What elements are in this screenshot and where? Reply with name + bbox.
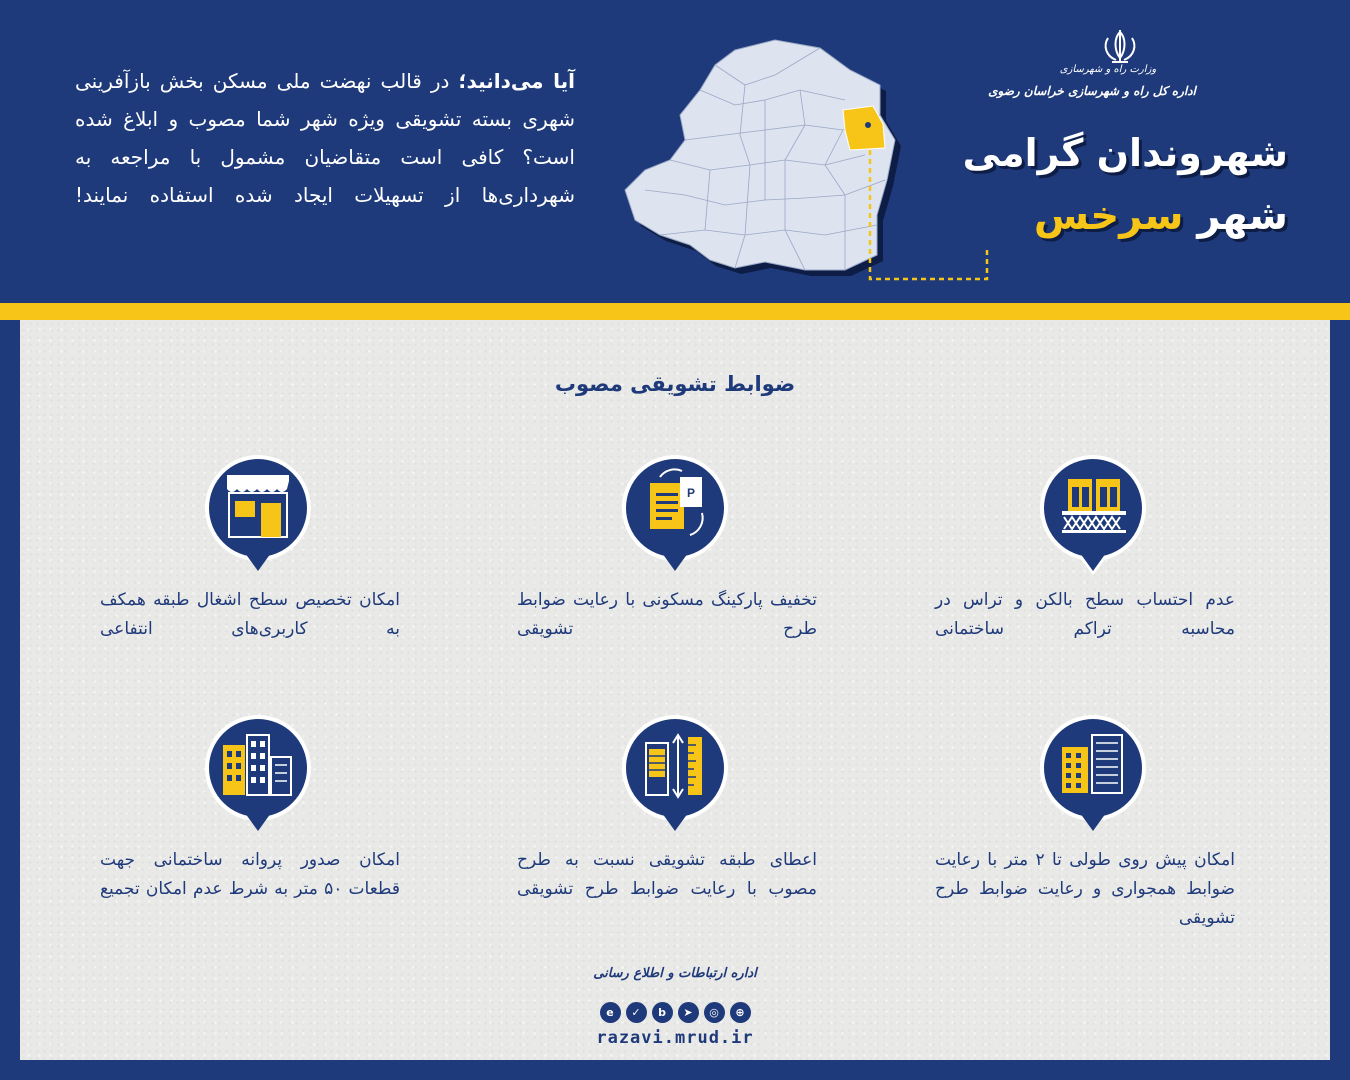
check-icon[interactable]: ✓	[626, 1002, 647, 1023]
city-buildings-icon	[203, 713, 313, 837]
feature-text-storefront: امکان تخصیص سطح اشغال طبقه همکف به کاربری‌های انتفاعی	[100, 590, 400, 639]
balcony-icon	[1038, 453, 1148, 577]
divider-band	[0, 303, 1350, 320]
parking-document-icon	[620, 453, 730, 577]
section-title: ضوابط تشویقی مصوب	[554, 372, 796, 396]
ministry-name: وزارت راه و شهرسازی	[1059, 64, 1157, 75]
instagram-icon[interactable]: ◎	[704, 1002, 725, 1023]
city-name: سرخس	[1033, 193, 1184, 239]
storefront-icon	[203, 453, 313, 577]
intro-paragraph	[75, 62, 575, 214]
eitaa-icon[interactable]: e	[600, 1002, 621, 1023]
building-projection-icon	[1038, 713, 1148, 837]
bale-icon[interactable]: b	[652, 1002, 673, 1023]
intro-highlight: آیا می‌دانید؛	[458, 69, 575, 93]
feature-text-plots: امکان صدور پروانه ساختمانی جهت قطعات ۵۰ متر به شرط عدم امکان تجمیع	[100, 850, 400, 899]
feature-text-parking: تخفیف پارکینگ مسکونی با رعایت ضوابط طرح تشویقی	[517, 590, 817, 639]
social-icons	[594, 1002, 756, 1024]
feature-text-height: اعطای طبقه تشویقی نسبت به طرح مصوب با رعایت ضوابط طرح تشویقی	[517, 850, 817, 899]
telegram-icon[interactable]: ➤	[678, 1002, 699, 1023]
map-leader-line	[868, 150, 990, 282]
city-title-prefix: شهر	[1197, 193, 1288, 239]
feature-text-balcony: عدم احتساب سطح بالکن و تراس در محاسبه تراکم ساختمانی	[935, 590, 1235, 639]
iran-emblem-icon	[1098, 28, 1142, 66]
feature-text-projection: امکان پیش روی طولی تا ۲ متر با رعایت ضوابط همجواری و رعایت ضوابط طرح تشویقی	[935, 850, 1235, 928]
content-panel	[20, 320, 1330, 1060]
intro-text: در قالب نهضت ملی مسکن بخش بازآفرینی شهری بسته تشویقی ویژه شهر شما مصوب و ابلاغ شده است؟ کافی است متقاضیان مشمول با مراجعه به شهرداری‌ها از تسهیلات ایجاد شده استفاده نمایند!	[75, 69, 575, 207]
website-link[interactable]: razavi.mrud.ir	[596, 1028, 754, 1048]
page-title: شهروندان گرامی	[962, 131, 1288, 175]
building-height-icon	[620, 713, 730, 837]
org-name: اداره کل راه و شهرسازی خراسان رضوی	[988, 84, 1196, 98]
web-icon[interactable]: ⊕	[730, 1002, 751, 1023]
svg-text:P: P	[686, 486, 696, 500]
footer-org: اداره ارتباطات و اطلاع رسانی	[593, 966, 757, 981]
